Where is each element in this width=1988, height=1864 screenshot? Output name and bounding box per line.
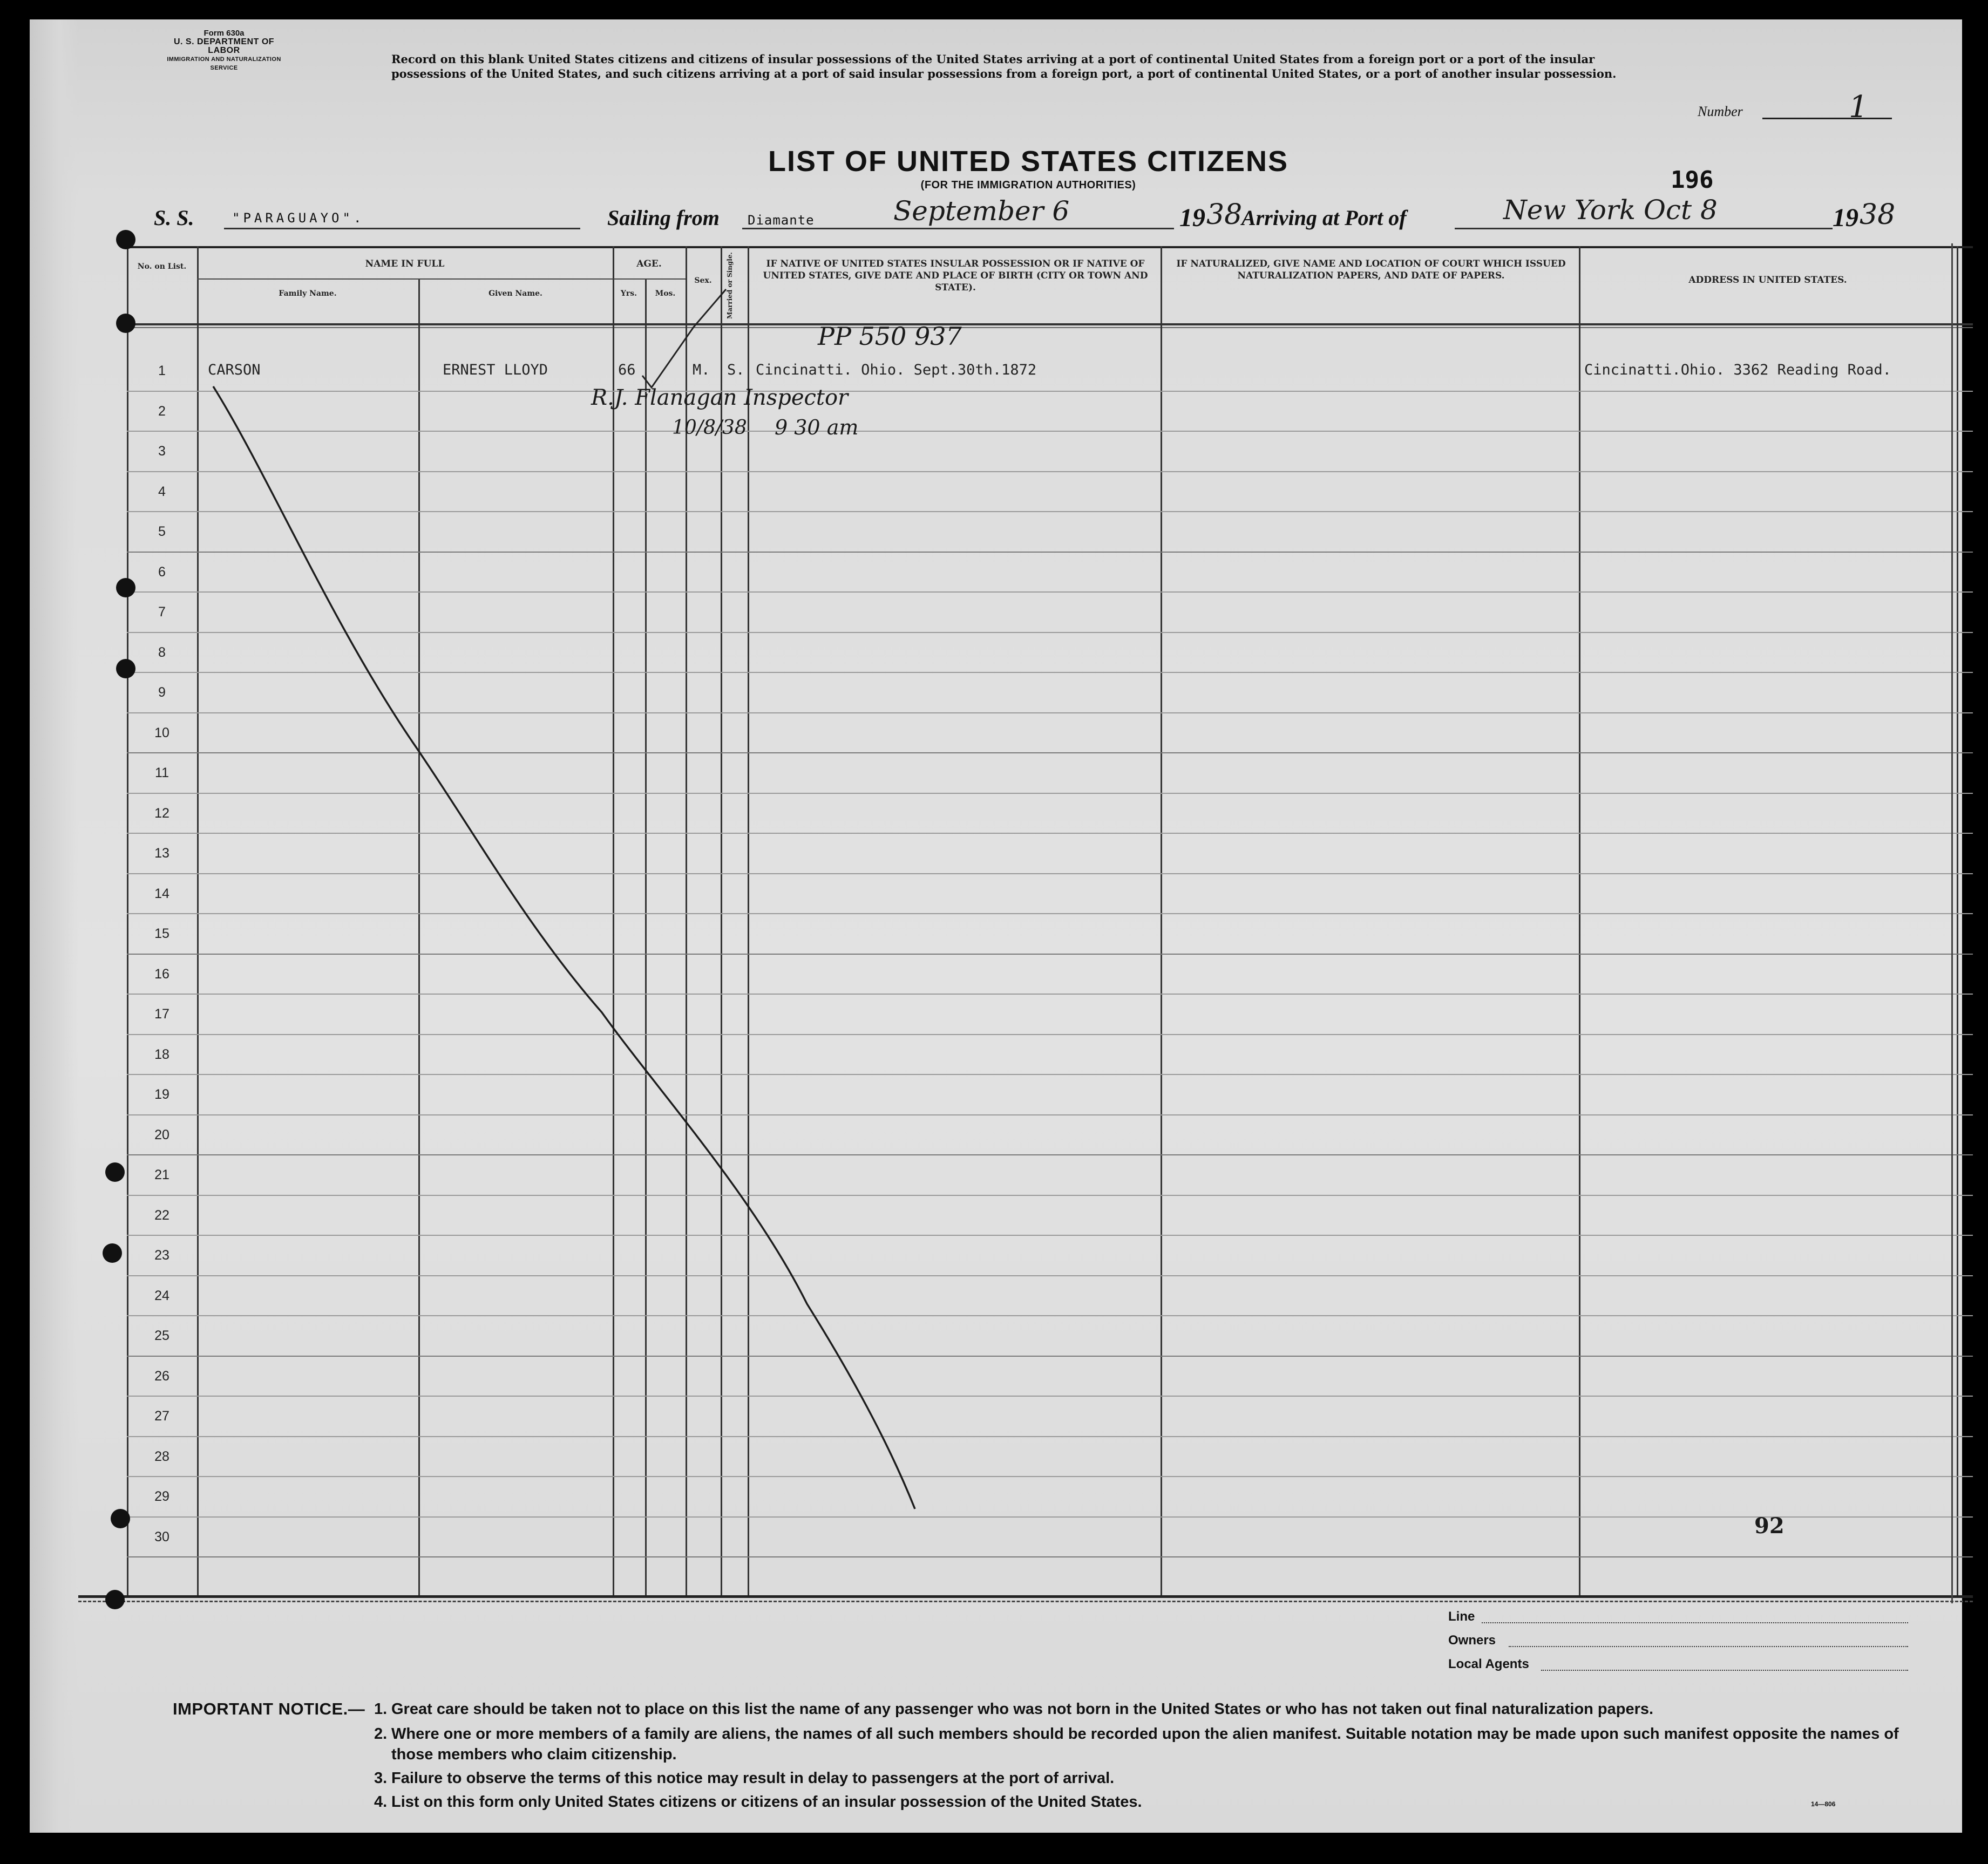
serial-number: 196	[1671, 166, 1714, 194]
row-number: 11	[155, 765, 169, 780]
row-number: 2	[158, 403, 166, 419]
row-number: 12	[154, 805, 169, 821]
inspector-note: R.J. Flanagan Inspector	[591, 385, 849, 410]
page-title: LIST OF UNITED STATES CITIZENS	[768, 145, 1288, 178]
passenger-table	[127, 246, 1973, 1606]
row-number: 3	[158, 444, 166, 459]
sailing-from-label: Sailing from	[607, 206, 720, 230]
row-number: 17	[154, 1006, 169, 1022]
row-number: 23	[154, 1248, 169, 1263]
passport-note: PP 550 937	[818, 322, 962, 351]
row-number: 10	[154, 725, 169, 740]
sailing-year-prefix: 19	[1179, 203, 1205, 232]
row-number: 29	[154, 1489, 169, 1504]
number-label: Number	[1698, 104, 1743, 119]
col-sex: Sex.	[694, 276, 712, 285]
col-naturalized: IF NATURALIZED, GIVE NAME AND LOCATION OF COURT WHICH ISSUED NATURALIZATION PAPERS, AND DATE OF PAPERS.	[1176, 258, 1566, 281]
row-number: 13	[154, 846, 169, 861]
col-married: Married or Single.	[726, 252, 734, 319]
col-age-yrs: Yrs.	[620, 289, 637, 298]
col-name-in-full: NAME IN FULL	[365, 258, 445, 269]
arriving-label: Arriving at Port of	[1241, 206, 1407, 230]
local-agents-label: Local Agents	[1448, 1657, 1529, 1671]
notice-item-2: 2. Where one or more members of a family are aliens, the names of all such members should be recorded upon the alien manifest. Suitable notation may be made upon such manifest opposite the names of those members who claim citizenship.	[374, 1725, 1899, 1763]
row-number: 15	[154, 926, 169, 941]
notice-item-3: 3. Failure to observe the terms of this notice may result in delay to passengers at the port of arrival.	[374, 1770, 1115, 1787]
row-number: 1	[158, 363, 166, 378]
col-family-name: Family Name.	[279, 289, 337, 298]
row-number: 9	[158, 685, 166, 700]
row-number: 19	[154, 1087, 169, 1102]
service-name: IMMIGRATION AND NATURALIZATION SERVICE	[167, 56, 281, 71]
print-code: 14—806	[1811, 1800, 1836, 1808]
entry-address: Cincinatti.Ohio. 3362 Reading Road.	[1584, 362, 1891, 378]
arriving-date: Oct 8	[1644, 194, 1718, 226]
row-number: 24	[154, 1288, 169, 1303]
col-birth: IF NATIVE OF UNITED STATES INSULAR POSSESSION OR IF NATIVE OF UNITED STATES, GIVE DATE AND PLACE OF BIRTH (CITY OR TOWN AND STATE).	[763, 258, 1148, 293]
row-number: 16	[154, 966, 169, 982]
sailing-port: Diamante	[748, 213, 815, 228]
col-address: ADDRESS IN UNITED STATES.	[1688, 275, 1847, 285]
entry-family-name: CARSON	[208, 362, 261, 378]
col-given-name: Given Name.	[488, 289, 542, 298]
notice-item-1: 1. Great care should be taken not to place on this list the name of any passenger who was not born in the United States or who has not taken out final naturalization papers.	[374, 1700, 1654, 1718]
notice-label: IMPORTANT NOTICE.—	[173, 1699, 365, 1718]
inspected-time: 9 30 am	[775, 416, 859, 439]
row-number: 25	[154, 1328, 169, 1343]
page-count: 92	[1754, 1513, 1785, 1539]
row-number: 21	[154, 1167, 169, 1182]
row-number: 8	[158, 644, 166, 660]
entry-marital: S.	[727, 362, 745, 378]
department-name: U. S. DEPARTMENT OF LABOR	[173, 37, 275, 55]
manifest-sheet	[30, 19, 1962, 1833]
row-number: 6	[158, 564, 166, 580]
strike-through-marks	[127, 246, 1973, 1606]
row-number: 20	[154, 1127, 169, 1142]
entry-birth: Cincinatti. Ohio. Sept.30th.1872	[756, 362, 1037, 378]
line-label: Line	[1448, 1609, 1475, 1624]
row-number: 22	[154, 1207, 169, 1223]
arriving-year: 38	[1860, 199, 1896, 231]
row-number: 30	[154, 1529, 169, 1545]
form-instructions: Record on this blank United States citizens and citizens of insular possessions of the United States arriving at a port of continental United States from a foreign port or a port of the insular possessions of the United States, and such citizens arriving at a port of said insular possessions from a foreign port, a port of continental United States, or a port of another insular possession.	[391, 52, 1617, 80]
notice-item-4: 4. List on this form only United States citizens or citizens of an insular possession of the United States.	[374, 1793, 1142, 1811]
list-number: 1	[1849, 90, 1868, 125]
row-number: 5	[158, 524, 166, 539]
entry-age-yrs: 66	[618, 362, 636, 378]
col-no-on-list: No. on List.	[137, 262, 187, 271]
sailing-year: 38	[1206, 199, 1243, 231]
row-number: 27	[154, 1409, 169, 1424]
ss-label: S. S.	[154, 206, 194, 230]
row-number: 28	[154, 1448, 169, 1464]
owners-label: Owners	[1448, 1633, 1496, 1648]
row-number: 18	[154, 1046, 169, 1062]
form-number: Form 630a	[203, 29, 245, 38]
row-number: 26	[154, 1368, 169, 1384]
entry-given-name: ERNEST LLOYD	[443, 362, 548, 378]
row-number: 14	[154, 886, 169, 901]
row-number: 4	[158, 484, 166, 499]
col-age: AGE.	[636, 258, 662, 269]
row-number: 7	[158, 604, 166, 620]
entry-sex: M.	[693, 362, 710, 378]
inspected-date: 10/8/38	[672, 417, 747, 439]
ship-name: "PARAGUAYO".	[232, 210, 365, 226]
sailing-date: September 6	[893, 195, 1070, 227]
page-subtitle: (FOR THE IMMIGRATION AUTHORITIES)	[920, 179, 1136, 191]
voyage-line	[30, 194, 1962, 234]
arriving-port: New York	[1503, 194, 1636, 226]
col-age-mos: Mos.	[655, 289, 676, 298]
arriving-year-prefix: 19	[1833, 203, 1858, 232]
form-id-block	[159, 29, 289, 72]
